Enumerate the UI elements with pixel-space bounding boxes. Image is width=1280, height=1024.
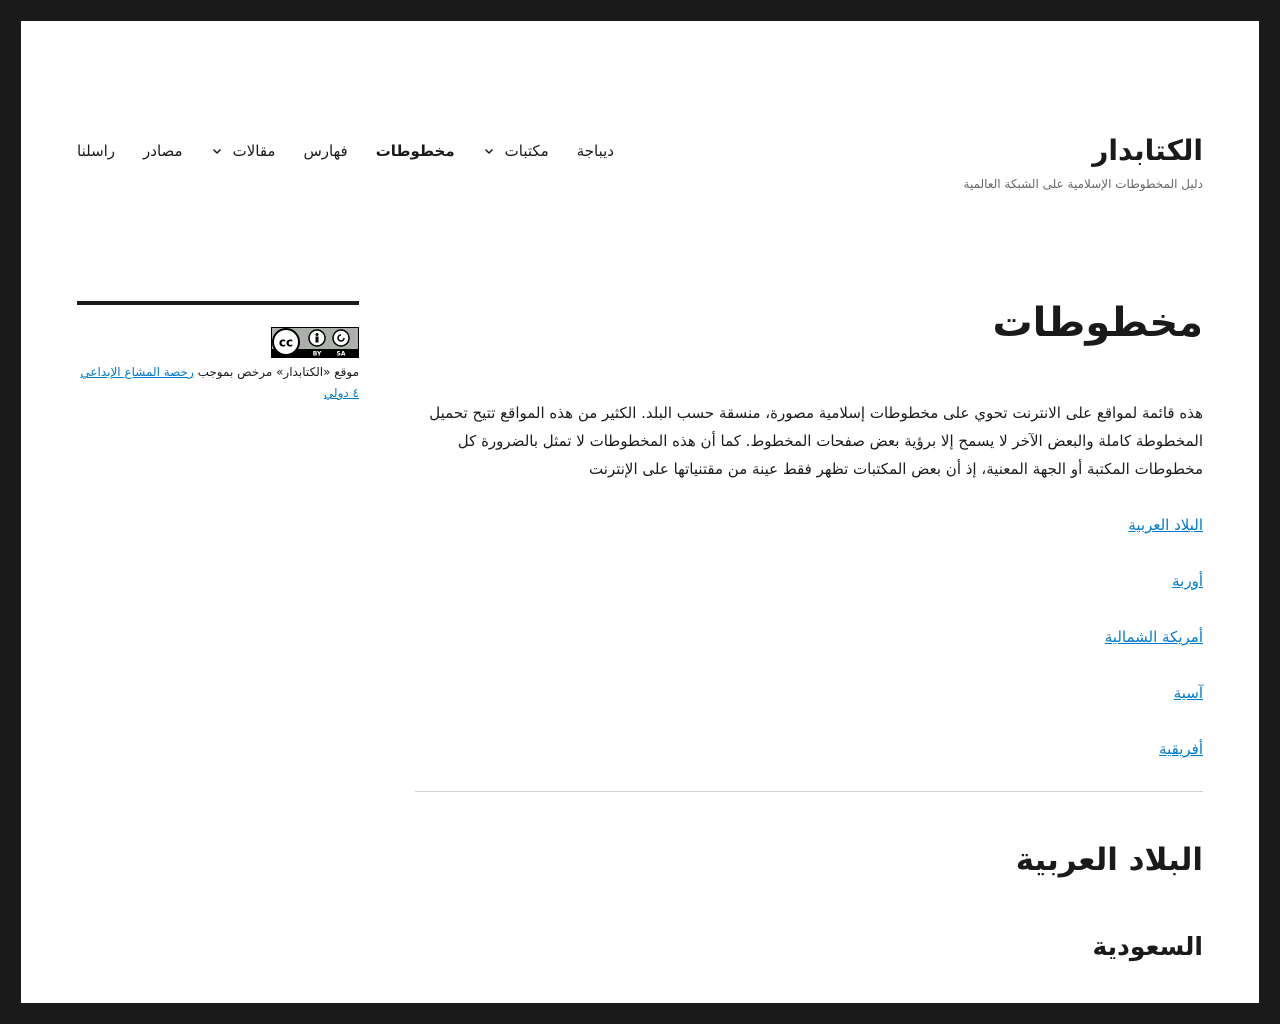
nav-item-label: مخطوطات: [375, 142, 455, 160]
nav-item-label: ديباجة: [576, 142, 614, 160]
region-item: [415, 623, 1203, 651]
license-prefix: موقع «الكتابدار» مرخص بموجب: [197, 365, 359, 379]
region-item: [415, 679, 1203, 707]
page: [21, 21, 1259, 1003]
sidebar: [77, 301, 359, 404]
nav-item-catalogs[interactable]: [289, 142, 361, 160]
nav-item-label: راسلنا: [77, 142, 116, 160]
region-item: [415, 567, 1203, 595]
region-link-africa[interactable]: أفريقية: [1159, 740, 1203, 758]
site-branding: [964, 133, 1203, 191]
site-description: دليل المخطوطات الإسلامية على الشبكة العالمية: [963, 177, 1203, 191]
nav-item-articles[interactable]: [197, 142, 290, 160]
nav-item-label: مصادر: [143, 142, 183, 160]
cc-by-sa-license-badge[interactable]: [271, 327, 359, 358]
license-link[interactable]: رخصة المشاع الإبداعي ٤ دولي: [80, 365, 359, 400]
region-link-arab-countries[interactable]: البلاد العربية: [1128, 516, 1203, 534]
page-title: مخطوطات: [992, 300, 1203, 346]
cc-sa-label: SA: [336, 350, 346, 358]
nav-item-sources[interactable]: [129, 142, 197, 160]
region-link-europe[interactable]: أوربة: [1172, 572, 1203, 590]
sidebar-divider: [77, 301, 359, 305]
cc-logo-text: cc: [278, 335, 294, 350]
license-text: [77, 362, 359, 404]
section-heading: البلاد العربية: [1015, 842, 1203, 878]
chevron-down-icon[interactable]: [211, 145, 223, 157]
divider: [415, 791, 1203, 792]
nav-item-label: مكتبات: [504, 142, 549, 160]
main-content: [415, 293, 1203, 964]
nav-item-manuscripts[interactable]: [362, 142, 469, 160]
intro-paragraph: هذه قائمة لمواقع على الانترنت تحوي على مخطوطات إسلامية مصورة، منسقة حسب البلد. الكثير من هذه المواقع تتيح تحميل المخطوطة كاملة والبعض الآخر لا يسمح إلا برؤية بعض صفحات المخطوط. كما أن هذه المخطوطات لا تمثل بالضرورة كل مخطوطات المكتبة أو الجهة المعنية، إذ أن بعض المكتبات تظهر فقط عينة من مقتنياتها على الإنترنت: [429, 404, 1203, 478]
region-link-north-america[interactable]: أمريكة الشمالية: [1104, 628, 1203, 646]
subsection-heading: السعودية: [1092, 932, 1203, 961]
region-link-asia[interactable]: آسية: [1173, 684, 1203, 702]
region-item: [415, 735, 1203, 763]
nav-item-label: فهارس: [303, 142, 348, 160]
chevron-down-icon[interactable]: [483, 145, 495, 157]
region-item: [415, 511, 1203, 539]
main-navigation: [77, 142, 628, 160]
nav-item-preface[interactable]: [563, 142, 628, 160]
site-title[interactable]: الكتابدار: [1092, 134, 1203, 167]
nav-item-contact[interactable]: [77, 142, 129, 160]
nav-item-libraries[interactable]: [469, 142, 563, 160]
cc-by-label: BY: [312, 350, 322, 358]
nav-item-label: مقالات: [232, 142, 276, 160]
